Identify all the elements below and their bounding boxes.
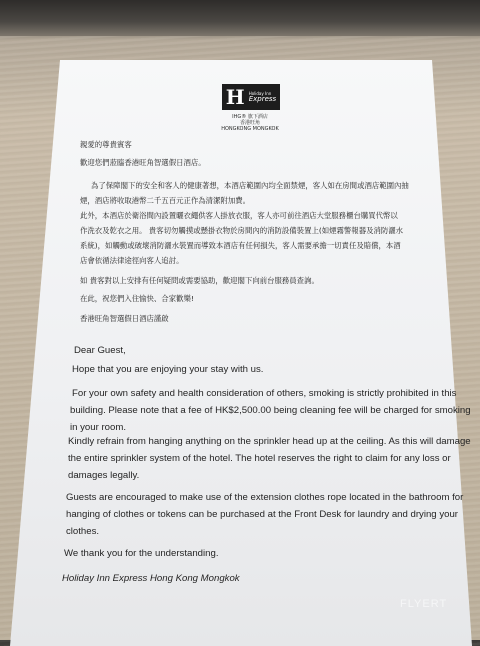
zh-sprinkler-line-2: 作洗衣及乾衣之用。 貴客切勿觸摸或懸掛衣物於房間內的消防設備裝置上(如煙霧警報器及消防灑水 [80,226,404,235]
zh-welcome: 歡迎您們蒞臨香港旺角智選假日酒店。 [80,158,206,167]
zh-signoff: 香港旺角智選假日酒店謹啟 [80,314,169,323]
background-wall [0,0,480,36]
logo-wordmark [249,92,277,103]
zh-wishes: 在此，祝您們入住愉快、合家歡樂! [80,294,194,303]
zh-smoking-line-1: 為了保障閣下的安全和客人的健康著想，本酒店範圍內均全面禁煙，客人如在房間或酒店範圍內抽 [91,181,409,190]
en-sprinkler-line-2: the entire sprinkler system of the hotel. The hotel reserves the right to claim for any loss or [68,453,451,464]
en-smoking-line-3: in your room. [70,422,126,433]
zh-sprinkler-line-4: 店會依循法律途徑向客人追討。 [80,256,184,265]
zh-sprinkler-line-1: 此外，本酒店於衛浴間內設置曬衣繩供客人掛放衣服，客人亦可前往酒店大堂服務櫃台購買代幣以 [80,211,398,220]
en-sprinkler-line-1: Kindly refrain from hanging anything on the sprinkler head up at the ceiling. As this will damage [68,436,471,447]
en-thanks: We thank you for the understanding. [64,548,219,559]
city-zh: 香港旺角 [239,120,260,126]
en-clothes-line-3: clothes. [66,526,100,537]
en-smoking-line-2: building. Please note that a fee of HK$2,500.00 being cleaning fee will be charged for smoking [70,405,471,416]
en-smoking-line-1: For your own safety and health consideration of others, smoking is strictly prohibited in this [72,388,457,399]
zh-greeting: 親愛的尊貴賓客 [80,140,132,149]
brand-line: IHG® 旗下酒店 [232,114,268,120]
en-sprinkler-line-3: damages legally. [68,470,140,481]
zh-questions: 如 貴客對以上安排有任何疑問或需要協助，歡迎閣下向前台服務員查詢。 [80,276,319,285]
logo-line-2: Express [248,94,277,103]
en-hope: Hope that you are enjoying your stay with us. [72,364,264,375]
zh-sprinkler-line-3: 系統)，如觸動或破壞消防灑水裝置而導致本酒店有任何損失，客人需要承擔一切責任及賠償，本酒 [80,241,401,250]
logo-line-1: Holiday Inn [248,90,272,96]
zh-smoking-line-2: 煙，酒店將收取港幣二千五百元正作為清潔附加費。 [80,196,250,205]
logo-h-mark: H [225,85,245,109]
en-signature: Holiday Inn Express Hong Kong Mongkok [62,573,240,584]
city-en: HONGKONG MONGKOK [221,126,279,132]
photo-watermark: FLYERT [400,598,448,610]
holiday-inn-express-logo [222,84,280,110]
en-clothes-line-1: Guests are encouraged to make use of the extension clothes rope located in the bathroom for [66,492,464,503]
en-clothes-line-2: hanging of clothes or tokens can be purchased at the Front Desk for laundry and drying your [66,509,458,520]
en-greeting: Dear Guest, [74,345,126,356]
